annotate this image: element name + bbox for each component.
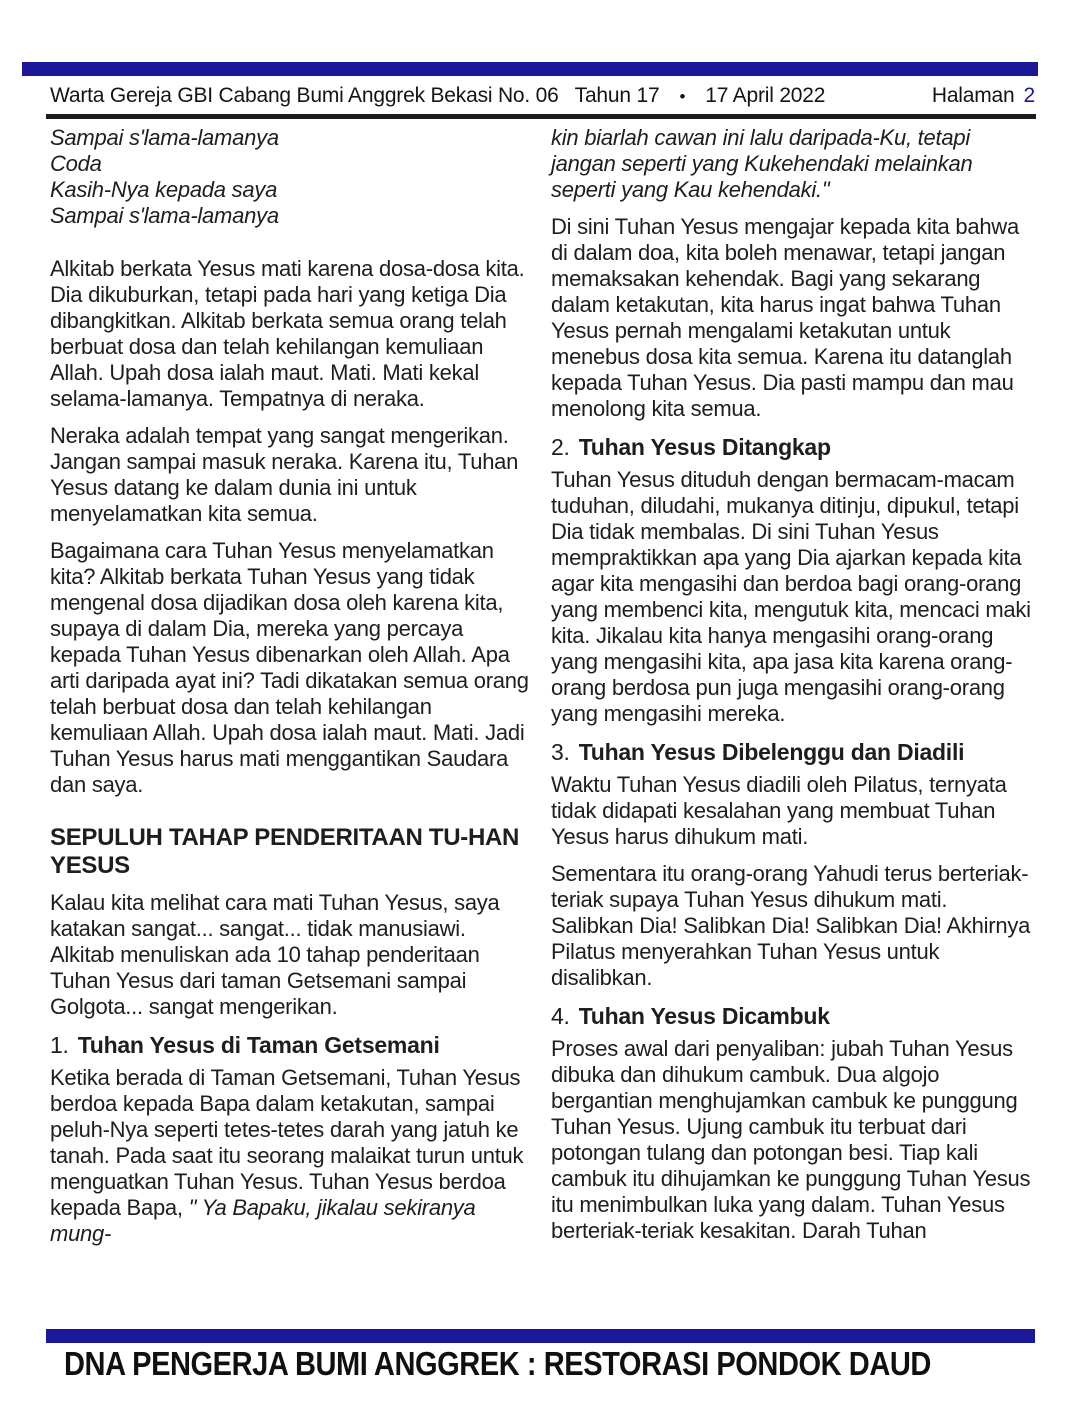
footer-accent-bar	[46, 1329, 1035, 1343]
article-body	[50, 125, 1032, 1327]
lyrics-line: Sampai s'lama-lamanya	[50, 125, 279, 150]
scripture-quote-continued: kin biarlah cawan ini lalu daripada-Ku, tetapi jangan seperti yang Kukehendaki melainkan seperti yang Kau kehendaki."	[551, 125, 973, 202]
newsletter-year: Tahun 17	[574, 84, 660, 107]
header-rule	[46, 114, 1036, 119]
numbered-heading-4	[551, 1002, 1031, 1030]
heading-number: 3.	[551, 739, 570, 765]
paragraph: Waktu Tuhan Yesus diadili oleh Pilatus, ternyata tidak didapati kesalahan yang membuat Tuhan Yesus harus dihukum mati.	[551, 772, 1007, 849]
numbered-heading-1	[50, 1031, 530, 1059]
heading-number: 4.	[551, 1003, 570, 1029]
top-accent-bar	[22, 62, 1038, 76]
heading-number: 2.	[551, 434, 570, 460]
paragraph: Neraka adalah tempat yang sangat mengerikan. Jangan sampai masuk neraka. Karena itu, Tuhan Yesus datang ke dalam dunia ini untuk menyelamatkan kita semua.	[50, 423, 519, 526]
page-number: 2	[1023, 84, 1035, 107]
left-column	[50, 125, 530, 1327]
paragraph: Alkitab berkata Yesus mati karena dosa-dosa kita. Dia dikuburkan, tetapi pada hari yang ketiga Dia dibangkitkan. Alkitab berkata semua orang telah berbuat dosa dan telah kehilangan kemuliaan Allah. Upah dosa ialah maut. Mati. Mati kekal selama-lamanya. Tempatnya di neraka.	[50, 256, 525, 411]
heading-title: Tuhan Yesus Dibelenggu dan Diadili	[578, 739, 965, 765]
bullet-separator-icon: •	[679, 87, 686, 106]
numbered-heading-2	[551, 433, 1031, 461]
heading-title: Tuhan Yesus Ditangkap	[578, 434, 831, 460]
heading-title: Tuhan Yesus Dicambuk	[578, 1003, 830, 1029]
scripture-quote: " Ya Bapaku, jikalau sekiranya mung-	[50, 1195, 476, 1246]
newsletter-title: Warta Gereja GBI Cabang Bumi Anggrek Bekasi No. 06	[50, 84, 559, 107]
paragraph-text: Ketika berada di Taman Getsemani, Tuhan Yesus berdoa kepada Bapa dalam ketakutan, sampai peluh-Nya seperti tetes-tetes darah yang jatuh ke tanah. Pada saat itu seorang malaikat turun untuk menguatkan Tuhan Yesus. Tuhan Yesus berdoa kepada Bapa,	[50, 1065, 524, 1220]
heading-title: Tuhan Yesus di Taman Getsemani	[77, 1032, 440, 1058]
paragraph: Di sini Tuhan Yesus mengajar kepada kita bahwa di dalam doa, kita boleh menawar, tetapi jangan memaksakan kehendak. Bagi yang sekarang dalam ketakutan, kita harus ingat bahwa Tuhan Yesus pernah mengalami ketakutan untuk menebus dosa kita semua. Karena itu datanglah kepada Tuhan Yesus. Dia pasti mampu dan mau menolong kita semua.	[551, 214, 1019, 421]
lyrics-line: Coda	[50, 151, 102, 176]
lyrics-line: Kasih-Nya kepada saya	[50, 177, 278, 202]
paragraph: Sementara itu orang-orang Yahudi terus berteriak-teriak supaya Tuhan Yesus dihukum mati. Salibkan Dia! Salibkan Dia! Salibkan Dia! Akhirnya Pilatus menyerahkan Tuhan Yesus untuk disalibkan.	[551, 861, 1031, 990]
page-label: Halaman	[931, 84, 1015, 107]
paragraph: Tuhan Yesus dituduh dengan bermacam-macam tuduhan, diludahi, mukanya ditinju, dipukul, tetapi Dia tidak membalas. Di sini Tuhan Yesus mempraktikkan apa yang Dia ajarkan kepada kita agar kita mengasihi dan berdoa bagi orang-orang yang membenci kita, mengutuk kita, mencaci maki kita. Jikalau kita hanya mengasihi orang-orang yang mengasihi kita, apa jasa kita karena orang-orang berdosa pun juga mengasihi orang-orang yang mengasihi mereka.	[551, 467, 1031, 726]
paragraph: Bagaimana cara Tuhan Yesus menyelamatkan kita? Alkitab berkata Tuhan Yesus yang tidak mengenal dosa dijadikan dosa oleh karena kita, supaya di dalam Dia, mereka yang percaya kepada Tuhan Yesus dibenarkan oleh Allah. Apa arti daripada ayat ini? Tadi dikatakan semua orang telah berbuat dosa dan telah kehilangan kemuliaan Allah. Upah dosa ialah maut. Mati. Jadi Tuhan Yesus harus mati menggantikan Saudara dan saya.	[50, 538, 529, 797]
right-column	[551, 125, 1031, 1327]
section-heading: SEPULUH TAHAP PENDERITAAN TU-HAN YESUS	[50, 824, 520, 879]
newsletter-date: 17 April 2022	[705, 84, 826, 107]
footer-slogan: DNA PENGERJA BUMI ANGGREK : RESTORASI PONDOK DAUD	[64, 1345, 931, 1382]
heading-number: 1.	[50, 1032, 69, 1058]
page-header	[50, 84, 1035, 108]
numbered-heading-3	[551, 738, 1031, 766]
song-lyrics-block	[50, 125, 530, 229]
paragraph: Proses awal dari penyaliban: jubah Tuhan Yesus dibuka dan dihukum cambuk. Dua algojo bergantian menghujamkan cambuk ke punggung Tuhan Yesus. Ujung cambuk itu terbuat dari potongan tulang dan potongan besi. Tiap kali cambuk itu dihujamkan ke punggung Tuhan Yesus itu menimbulkan luka yang dalam. Tuhan Yesus berteriak-teriak kesakitan. Darah Tuhan	[551, 1036, 1031, 1243]
paragraph	[50, 1065, 530, 1247]
paragraph: Kalau kita melihat cara mati Tuhan Yesus, saya katakan sangat... sangat... tidak manusiawi. Alkitab menuliskan ada 10 tahap penderitaan Tuhan Yesus dari taman Getsemani sampai Golgota... sangat mengerikan.	[50, 890, 500, 1019]
lyrics-line: Sampai s'lama-lamanya	[50, 203, 279, 228]
